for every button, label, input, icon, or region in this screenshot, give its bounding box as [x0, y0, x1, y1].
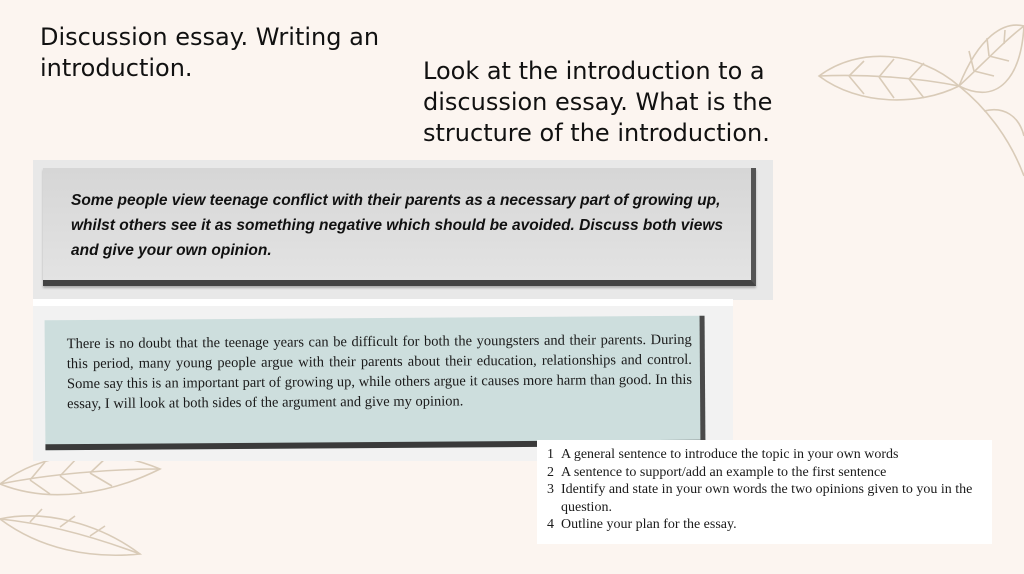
structure-number: 1	[547, 447, 554, 462]
structure-list	[537, 440, 992, 544]
model-introduction-box	[45, 316, 706, 451]
structure-text: A general sentence to introduce the topic in your own words	[561, 447, 899, 462]
task-prompt-text: Some people view teenage conflict with their parents as a necessary part of growing up, whilst others see it as something negative which should be avoided. Discuss both views and give your own opinion.	[71, 192, 724, 259]
structure-item	[547, 464, 992, 482]
slide-instruction: Look at the introduction to a discussion essay. What is the structure of the introduction.	[423, 57, 773, 147]
structure-item	[547, 481, 992, 516]
structure-number: 4	[547, 517, 554, 532]
structure-text: Identify and state in your own words the two opinions given to you in the question.	[561, 482, 973, 515]
structure-item	[547, 446, 992, 464]
structure-number: 2	[547, 464, 554, 480]
task-prompt-scan	[33, 160, 773, 300]
structure-item	[547, 516, 992, 534]
model-introduction-scan	[33, 306, 733, 461]
structure-number: 3	[547, 482, 554, 497]
model-introduction-text: There is no doubt that the teenage years can be difficult for both the youngsters and their parents. During this period, many young people argue with their parents about their education, relationships and control. Some say this is an important part of growing up, while others argue it causes more harm than good. In this essay, I will look at both sides of the argument and give my opinion.	[66, 331, 693, 413]
task-prompt-box	[43, 168, 756, 286]
structure-text: Outline your plan for the essay.	[561, 517, 737, 532]
slide-title: Discussion essay. Writing an introduction.	[40, 23, 380, 82]
structure-text: A sentence to support/add an example to the first sentence	[561, 464, 887, 480]
